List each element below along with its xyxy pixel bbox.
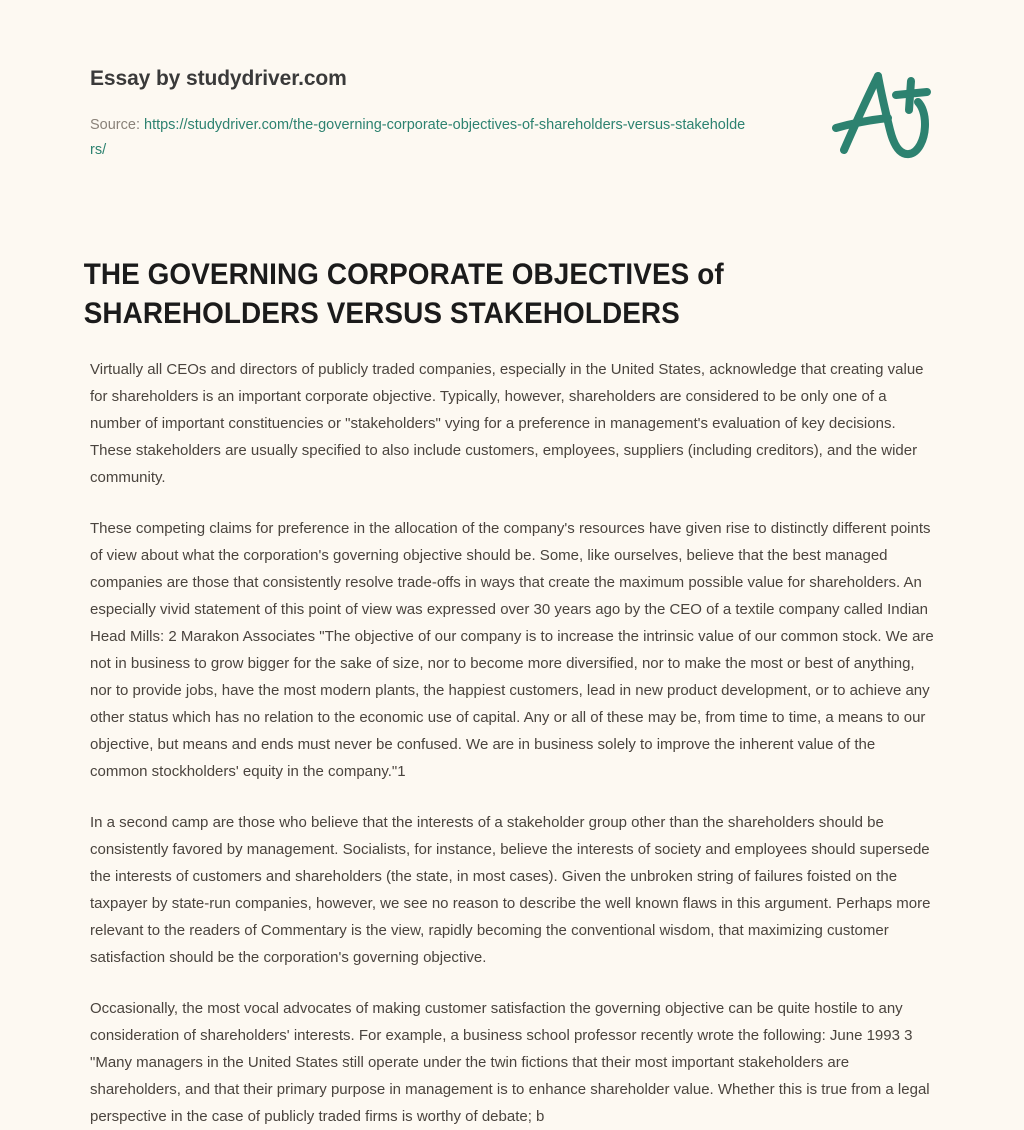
paragraph-3: In a second camp are those who believe that the interests of a stakeholder group other than the shareholders should be consistently favored by management. Socialists, for instance, believe the interests of society and employees should supersede the interests of customers and shareholders (the state, in most cases). Given the unbroken string of failures foisted on the taxpayer by state-run companies, however, we see no reason to describe the well known flaws in this argument. Perhaps more relevant to the readers of Commentary is the view, rapidly becoming the conventional wisdom, that maximizing customer satisfaction should be the corporation's governing objective.	[90, 814, 931, 967]
source-url-link[interactable]: https://studydriver.com/the-governing-corporate-objectives-of-shareholders-versus-stakeholders/	[90, 117, 746, 159]
paragraph-1: Virtually all CEOs and directors of publicly traded companies, especially in the United States, acknowledge that creating value for shareholders is an important corporate objective. Typically, however, shareholders are considered to be only one of a number of important constituencies or "stakeholders" vying for a preference in management's evaluation of key decisions. These stakeholders are usually specified to also include customers, employees, suppliers (including creditors), and the wider community.	[90, 361, 924, 487]
page-header	[0, 0, 1024, 163]
source-line	[90, 113, 750, 163]
a-plus-logo	[822, 62, 942, 172]
article-body	[0, 356, 1024, 1130]
a-plus-logo-icon	[822, 62, 942, 172]
paragraph-4: Occasionally, the most vocal advocates of making customer satisfaction the governing objective can be quite hostile to any consideration of shareholders' interests. For example, a business school professor recently wrote the following: June 1993 3 "Many managers in the United States still operate under the twin fictions that their most important stakeholders are shareholders, and that their primary purpose in management is to enhance shareholder value. Whether this is true from a legal perspective in the case of publicly traded firms is worthy of debate; b	[90, 1000, 930, 1126]
byline: Essay by studydriver.com	[90, 67, 347, 90]
source-label: Source:	[90, 117, 144, 134]
paragraph-2: These competing claims for preference in the allocation of the company's resources have given rise to distinctly different points of view about what the corporation's governing objective should be. Some, like ourselves, believe that the best managed companies are those that consistently resolve trade-offs in ways that create the maximum possible value for shareholders. An especially vivid statement of this point of view was expressed over 30 years ago by the CEO of a textile company called Indian Head Mills: 2 Marakon Associates "The objective of our company is to increase the intrinsic value of our common stock. We are not in business to grow bigger for the sake of size, nor to become more diversified, nor to make the most or best of anything, nor to provide jobs, have the most modern plants, the happiest customers, lead in new product development, or to achieve any other status which has no relation to the economic use of capital. Any or all of these may be, from time to time, a means to our objective, but means and ends must never be confused. We are in business solely to improve the inherent value of the common stockholders' equity in the company."1	[90, 520, 934, 781]
page-title: THE GOVERNING CORPORATE OBJECTIVES of SHAREHOLDERS VERSUS STAKEHOLDERS	[83, 258, 724, 331]
